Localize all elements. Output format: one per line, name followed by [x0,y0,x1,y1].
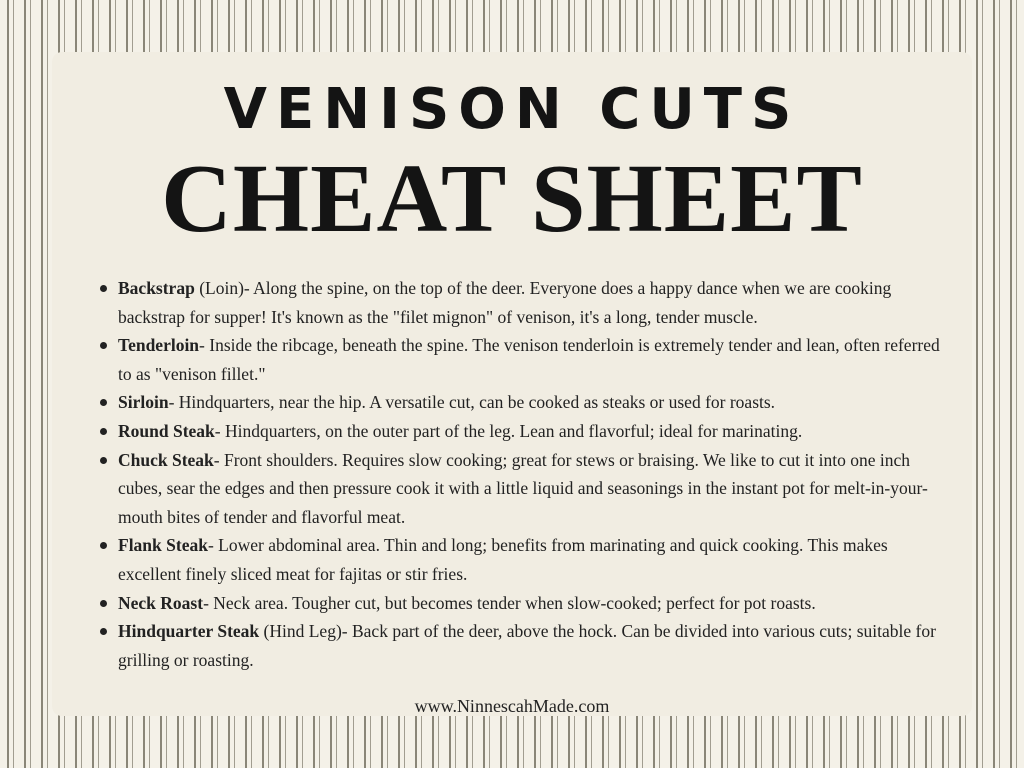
cut-description: - Inside the ribcage, beneath the spine. The venison tenderloin is extremely tender and lean, often referred to as "venison fillet." [118,335,940,384]
cut-description: - Hindquarters, near the hip. A versatile cut, can be cooked as steaks or used for roasts. [168,392,776,413]
list-item [98,617,948,674]
list-item [98,331,948,388]
cut-description: - Along the spine, on the top of the deer. Everyone does a happy dance when we are cooking backstrap for supper! It's known as the "filet mignon" of venison, it's a long, tender muscle. [118,278,892,327]
cut-aside: (Loin) [194,278,244,298]
title-cheat-sheet: CHEAT SHEET [161,145,863,253]
cut-name: Chuck Steak [118,449,214,470]
cut-description: - Hindquarters, on the outer part of the leg. Lean and flavorful; ideal for marinating. [214,420,803,441]
cut-description: - Back part of the deer, above the hock. Can be divided into various cuts; suitable for grilling or roasting. [118,621,936,670]
cut-description: - Lower abdominal area. Thin and long; benefits from marinating and quick cooking. This makes excellent finely sliced meat for fajitas or stir fries. [118,535,888,584]
cut-description: - Neck area. Tougher cut, but becomes tender when slow-cooked; perfect for pot roasts. [203,592,816,613]
list-item [98,417,948,446]
cut-name: Backstrap [118,278,195,298]
list-item [98,274,948,331]
list-item [98,589,948,618]
cut-name: Hindquarter Steak [118,621,260,642]
title-venison-cuts: VENISON CUTS [223,77,801,142]
cut-name: Sirloin [118,392,169,413]
cut-name: Flank Steak [118,535,208,556]
cut-aside: (Hind Leg) [259,621,342,642]
cut-name: Tenderloin [118,335,200,356]
cut-name: Neck Roast [118,592,204,613]
website-footer: www.NinnescahMade.com [414,696,610,716]
cut-description: - Front shoulders. Requires slow cooking; great for stews or braising. We like to cut it into one inch cubes, sear the edges and then pressure cook it with a little liquid and seasonings in the instant pot for melt-in-your-mouth bites of tender and flavorful meat. [118,449,928,527]
cut-name: Round Steak [118,420,215,441]
list-item [98,531,948,588]
cuts-list [98,274,948,674]
list-item [98,446,948,532]
list-item [98,388,948,417]
